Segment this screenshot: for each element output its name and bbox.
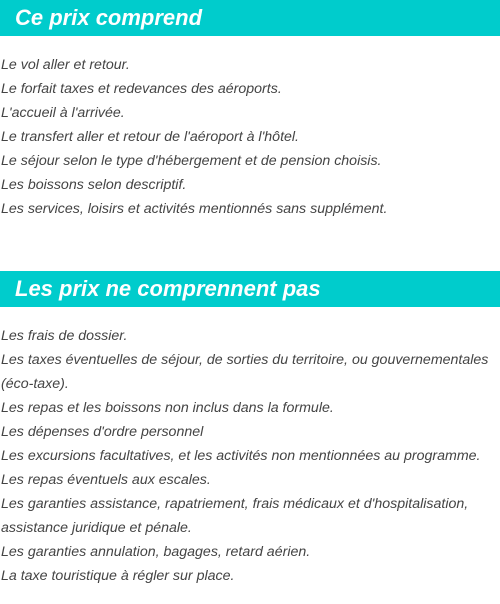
list-item: Le vol aller et retour. [1, 57, 130, 73]
list-item: L'accueil à l'arrivée. [1, 105, 125, 121]
list-item: Les repas éventuels aux escales. [1, 472, 211, 488]
included-section-header [0, 0, 500, 36]
list-item: Les frais de dossier. [1, 328, 128, 344]
included-title: Ce prix comprend [15, 5, 203, 30]
excluded-list [0, 324, 500, 588]
list-item: Les excursions facultatives, et les activités non mentionnées au programme. [1, 448, 481, 464]
list-item: La taxe touristique à régler sur place. [1, 568, 235, 584]
list-item: Les dépenses d'ordre personnel [1, 424, 204, 440]
list-item: Les garanties assistance, rapatriement, frais médicaux et d'hospitalisation, assistance juridique et pénale. [1, 496, 469, 536]
list-item: Les boissons selon descriptif. [1, 177, 187, 193]
list-item: Les repas et les boissons non inclus dans la formule. [1, 400, 334, 416]
included-list [0, 53, 500, 221]
list-item: Les services, loisirs et activités mentionnés sans supplément. [1, 201, 388, 217]
list-item: Le forfait taxes et redevances des aéroports. [1, 81, 282, 97]
list-item: Les garanties annulation, bagages, retard aérien. [1, 544, 311, 560]
list-item: Le séjour selon le type d'hébergement et de pension choisis. [1, 153, 382, 169]
excluded-title: Les prix ne comprennent pas [15, 276, 321, 301]
list-item: Le transfert aller et retour de l'aéroport à l'hôtel. [1, 129, 299, 145]
list-item: Les taxes éventuelles de séjour, de sorties du territoire, ou gouvernementales (éco-taxe). [1, 352, 489, 392]
excluded-section-header [0, 271, 500, 307]
